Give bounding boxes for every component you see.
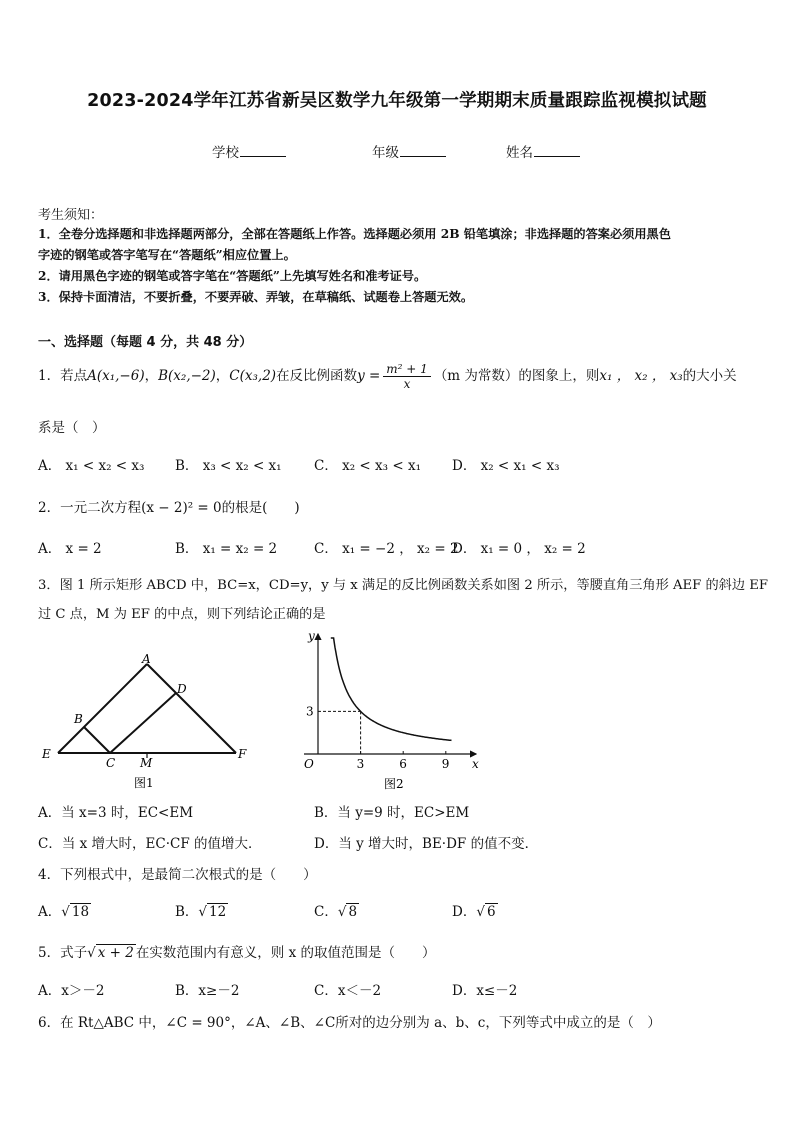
section-choice-heading: 一、选择题（每题 4 分，共 48 分）	[38, 335, 253, 350]
q5-radicand: x + 2	[97, 945, 134, 961]
fig2-x-label: x	[472, 757, 479, 771]
school-label: 学校	[212, 145, 239, 161]
q4-option-d[interactable]	[452, 900, 498, 920]
question-3-stem-line1: 3．图 1 所示矩形 ABCD 中，BC=x，CD=y，y 与 x 满足的反比例函数关系如图 2 所示，等腰直角三角形 AEF 的斜边 EF	[38, 578, 768, 593]
q2-stem-b: 的根是( )	[221, 500, 300, 516]
q3-option-a[interactable]: A．当 x=3 时，EC<EM	[38, 805, 194, 821]
question-1-stem	[38, 362, 737, 391]
fig1-label-c: C	[106, 756, 116, 770]
radical-icon: √	[476, 904, 485, 920]
q1-paren: （m 为常数）的图象上，则	[433, 368, 600, 384]
q1-point-c: C(x₃,2)	[229, 368, 277, 384]
q5-option-b[interactable]: B．x≥－2	[175, 983, 240, 999]
q4-option-a-label: A．	[38, 904, 62, 920]
q1-option-b[interactable]: B． x₃ < x₂ < x₁	[175, 458, 282, 474]
notice-item-2: 2．请用黑色字迹的钢笔或答字笔在“答题纸”上先填写姓名和准考证号。	[38, 269, 427, 283]
fig1-label-m: M	[140, 756, 153, 770]
notice-item-1a: 1．全卷分选择题和非选择题两部分，全部在答题纸上作答。选择题必须用 2B 铅笔填涂；非选择题的答案必须用黑色	[38, 227, 671, 241]
q1-prefix: 1．若点	[38, 368, 88, 384]
q2-stem-a: 2．一元二次方程	[38, 500, 142, 516]
fig2-x-tick-label: 9	[441, 757, 450, 771]
name-field	[506, 141, 580, 161]
q1-vars: x₁ ， x₂ ， x₃	[599, 368, 683, 384]
notice-item-3: 3．保持卡面清洁，不要折叠，不要弄破、弄皱，在草稿纸、试题卷上答题无效。	[38, 290, 474, 304]
fig1-edge-cd	[110, 693, 176, 753]
q4-option-d-radicand: 6	[486, 904, 496, 920]
q1-sep-2: ，	[215, 368, 230, 384]
q1-frac-num: m² + 1	[383, 362, 431, 377]
fig2-x-tick-label: 6	[399, 757, 407, 771]
q1-mid: 在反比例函数	[276, 368, 358, 384]
grade-label: 年级	[372, 145, 399, 161]
fig1-edge-bc	[84, 727, 110, 753]
question-2-stem	[38, 496, 300, 516]
figure-2-chart	[296, 628, 496, 794]
notice-item-1b: 字迹的钢笔或答字笔写在“答题纸”相应位置上。	[38, 248, 296, 262]
q4-option-a-radicand: 18	[71, 904, 90, 920]
q1-point-a: A(x₁,−6)	[87, 368, 145, 384]
exam-title: 2023-2024学年江苏省新吴区数学九年级第一学期期末质量跟踪监视模拟试题	[87, 91, 707, 111]
q2-option-b[interactable]: B． x₁ = x₂ = 2	[175, 541, 278, 557]
school-field	[212, 141, 286, 161]
q1-tail: 的大小关	[682, 368, 737, 384]
q5-option-a[interactable]: A．x＞－2	[38, 983, 105, 999]
q1-option-d[interactable]: D． x₂ < x₁ < x₃	[452, 458, 560, 474]
q4-option-b-radicand: 12	[209, 904, 227, 920]
q4-option-c-radicand: 8	[348, 904, 358, 920]
fig1-label-a: A	[142, 652, 151, 666]
q1-func-lhs: y =	[357, 368, 381, 384]
fig1-edge-ea	[58, 664, 147, 753]
radical-icon: √	[87, 945, 96, 961]
question-1-stem-line2: 系是（ ）	[38, 420, 106, 436]
notice-heading: 考生须知：	[38, 208, 104, 223]
fig2-caption: 图2	[384, 777, 404, 791]
q4-option-d-label: D．	[452, 904, 477, 920]
q2-option-c[interactable]: C． x₁ = −2 ， x₂ = 2	[314, 541, 459, 557]
fig1-label-d: D	[177, 682, 187, 696]
fig1-label-f: F	[238, 747, 247, 761]
radical-icon: √	[61, 904, 70, 920]
q3-option-d[interactable]: D．当 y 增大时，BE·DF 的值不变．	[314, 836, 539, 852]
fig1-caption: 图1	[134, 776, 154, 790]
q1-frac-den: x	[403, 377, 411, 391]
grade-field	[372, 141, 446, 161]
q4-option-c-label: C．	[314, 904, 338, 920]
radical-icon: √	[198, 904, 208, 920]
q5-stem-b: 在实数范围内有意义，则 x 的取值范围是（ ）	[135, 945, 436, 961]
fig2-origin: O	[304, 757, 314, 771]
q4-option-c[interactable]	[314, 900, 359, 920]
fig2-y-tick-label: 3	[306, 704, 314, 719]
grade-blank	[400, 144, 446, 157]
q4-option-b-label: B．	[175, 904, 199, 920]
q1-option-a[interactable]: A． x₁ < x₂ < x₃	[38, 458, 145, 474]
q2-option-a[interactable]: A． x = 2	[38, 541, 102, 557]
fig2-x-tick-label: 3	[356, 757, 365, 771]
q2-option-d[interactable]: D． x₁ = 0 ， x₂ = 2	[452, 541, 586, 557]
q1-option-c[interactable]: C． x₂ < x₃ < x₁	[314, 458, 421, 474]
q1-fraction	[383, 362, 431, 391]
fig2-curve	[331, 638, 452, 740]
fig1-label-b: B	[74, 712, 83, 726]
q5-stem-a: 5．式子	[38, 945, 88, 961]
q3-option-c[interactable]: C．当 x 增大时，EC·CF 的值增大．	[38, 836, 262, 852]
q4-option-a[interactable]	[38, 900, 91, 920]
q1-sep-1: ，	[144, 368, 159, 384]
q5-option-c[interactable]: C．x＜－2	[314, 983, 382, 999]
fig1-label-e: E	[42, 747, 51, 761]
fig2-y-label: y	[308, 629, 315, 643]
question-5-stem	[38, 941, 436, 961]
q4-option-b[interactable]	[175, 900, 228, 920]
question-3-stem-line2: 过 C 点，M 为 EF 的中点，则下列结论正确的是	[38, 607, 326, 622]
radical-icon: √	[337, 904, 347, 920]
school-blank	[240, 144, 286, 157]
q2-equation: (x − 2)² = 0	[141, 500, 222, 516]
question-6-stem: 6．在 Rt△ABC 中，∠C = 90°，∠A、∠B、∠C所对的边分别为 a、b、c，下列等式中成立的是（ ）	[38, 1015, 661, 1031]
figure-1	[36, 645, 276, 795]
name-label: 姓名	[506, 145, 533, 161]
name-blank	[534, 144, 580, 157]
q1-point-b: B(x₂,−2)	[158, 368, 216, 384]
question-4-stem: 4．下列根式中，是最简二次根式的是（ ）	[38, 867, 317, 883]
q3-option-b[interactable]: B．当 y=9 时，EC>EM	[314, 805, 470, 821]
q5-option-d[interactable]: D．x≤－2	[452, 983, 518, 999]
